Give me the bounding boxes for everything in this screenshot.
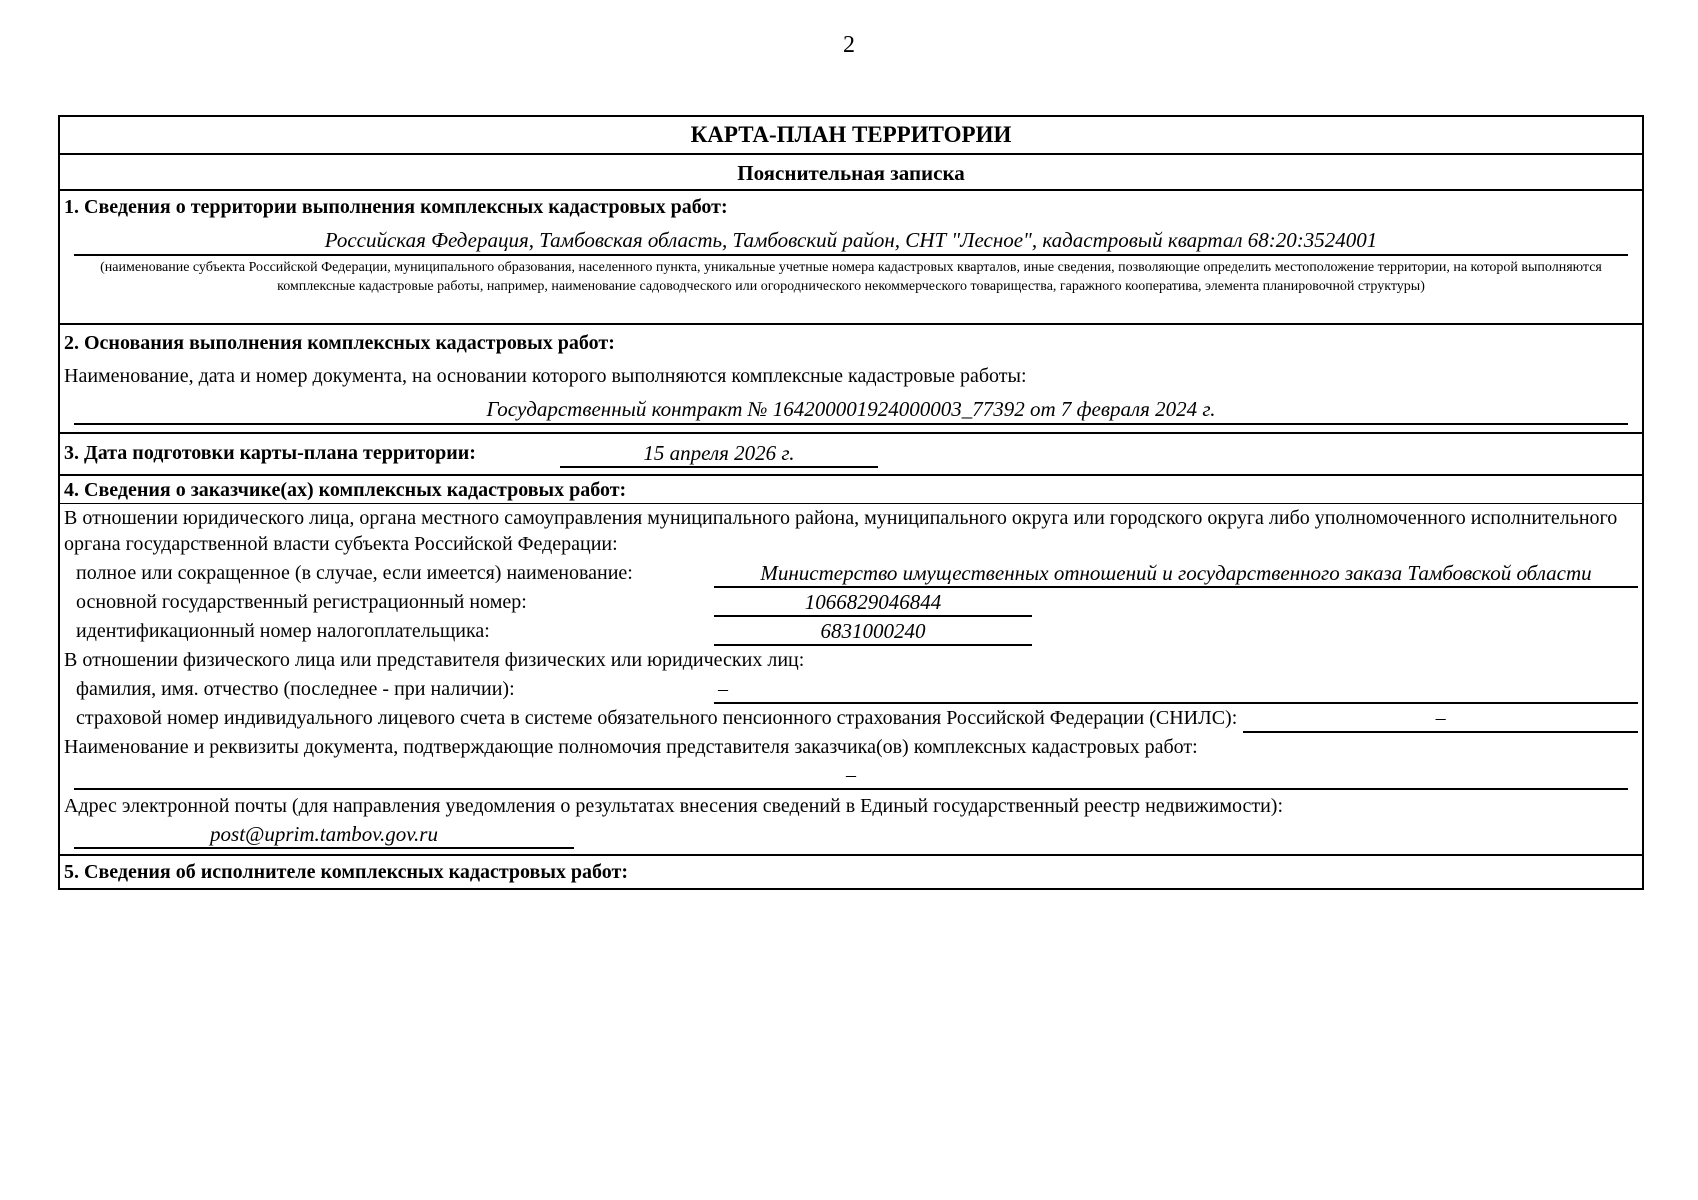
page-number: 2: [843, 32, 855, 58]
fio-label: фамилия, имя. отчество (последнее - при наличии):: [76, 678, 515, 700]
section-date: [60, 432, 1642, 474]
section-customer-heading-row: [60, 474, 1642, 503]
section-grounds: [60, 323, 1642, 432]
docs-label: Наименование и реквизиты документа, подтверждающие полномочия представителя заказчика(ов) комплексных кадастровых работ:: [64, 736, 1198, 758]
customer-name-value: Министерство имущественных отношений и государственного заказа Тамбовской области: [714, 560, 1638, 588]
snils-label: страховой номер индивидуального лицевого счета в системе обязательного пенсионного страхования Российской Федерации (СНИЛС):: [76, 707, 1238, 729]
section-customer: [60, 503, 1642, 854]
preparation-date: 15 апреля 2026 г.: [560, 440, 878, 468]
form-frame: [58, 115, 1644, 890]
form-title: КАРТА-ПЛАН ТЕРРИТОРИИ: [690, 122, 1012, 147]
inn-value: 6831000240: [714, 618, 1032, 646]
territory-note: (наименование субъекта Российской Федерации, муниципального образования, населенного пункта, уникальные учетные номера кадастровых кварталов, иные сведения, позволяющие определить местоположение территории, на которой выполняются комплексные кадастровые работы, например, наименование садоводческого или огороднического некоммерческого товарищества, гаражного кооператива, элемента планировочной структуры): [100, 260, 1602, 294]
person-intro: В отношении физического лица или представителя физических или юридических лиц:: [64, 649, 805, 671]
section-date-heading: 3. Дата подготовки карты-плана территории:: [64, 442, 476, 464]
form-subtitle: Пояснительная записка: [60, 153, 1642, 189]
inn-label: идентификационный номер налогоплательщика:: [76, 620, 490, 642]
grounds-value: Государственный контракт № 164200001924000003_77392 от 7 февраля 2024 г.: [74, 395, 1628, 425]
ogrn-value: 1066829046844: [714, 589, 1032, 617]
email-value: post@uprim.tambov.gov.ru: [74, 821, 574, 849]
section-territory: [60, 189, 1642, 323]
customer-name-label: полное или сокращенное (в случае, если имеется) наименование:: [76, 562, 633, 584]
docs-value: –: [74, 762, 1628, 790]
ogrn-label: основной государственный регистрационный номер:: [76, 591, 527, 613]
section-customer-heading: 4. Сведения о заказчике(ах) комплексных кадастровых работ:: [64, 479, 627, 501]
email-label: Адрес электронной почты (для направления уведомления о результатах внесения сведений в Единый государственный реестр недвижимости):: [64, 795, 1284, 817]
snils-value: –: [1243, 705, 1638, 733]
section-territory-heading: 1. Сведения о территории выполнения комплексных кадастровых работ:: [64, 196, 728, 218]
grounds-label: Наименование, дата и номер документа, на основании которого выполняются комплексные кадастровые работы:: [64, 365, 1027, 387]
legal-entity-intro: В отношении юридического лица, органа местного самоуправления муниципального района, муниципального округа или городского округа либо уполномоченного исполнительного органа государственной власти субъекта Российской Федерации:: [64, 507, 1618, 555]
section-grounds-heading: 2. Основания выполнения комплексных кадастровых работ:: [64, 332, 615, 354]
section-contractor: [60, 854, 1642, 888]
territory-value: Российская Федерация, Тамбовская область, Тамбовский район, СНТ "Лесное", кадастровый квартал 68:20:3524001: [74, 226, 1628, 256]
fio-value: –: [714, 676, 1638, 704]
section-contractor-heading: 5. Сведения об исполнителе комплексных кадастровых работ:: [64, 861, 629, 883]
